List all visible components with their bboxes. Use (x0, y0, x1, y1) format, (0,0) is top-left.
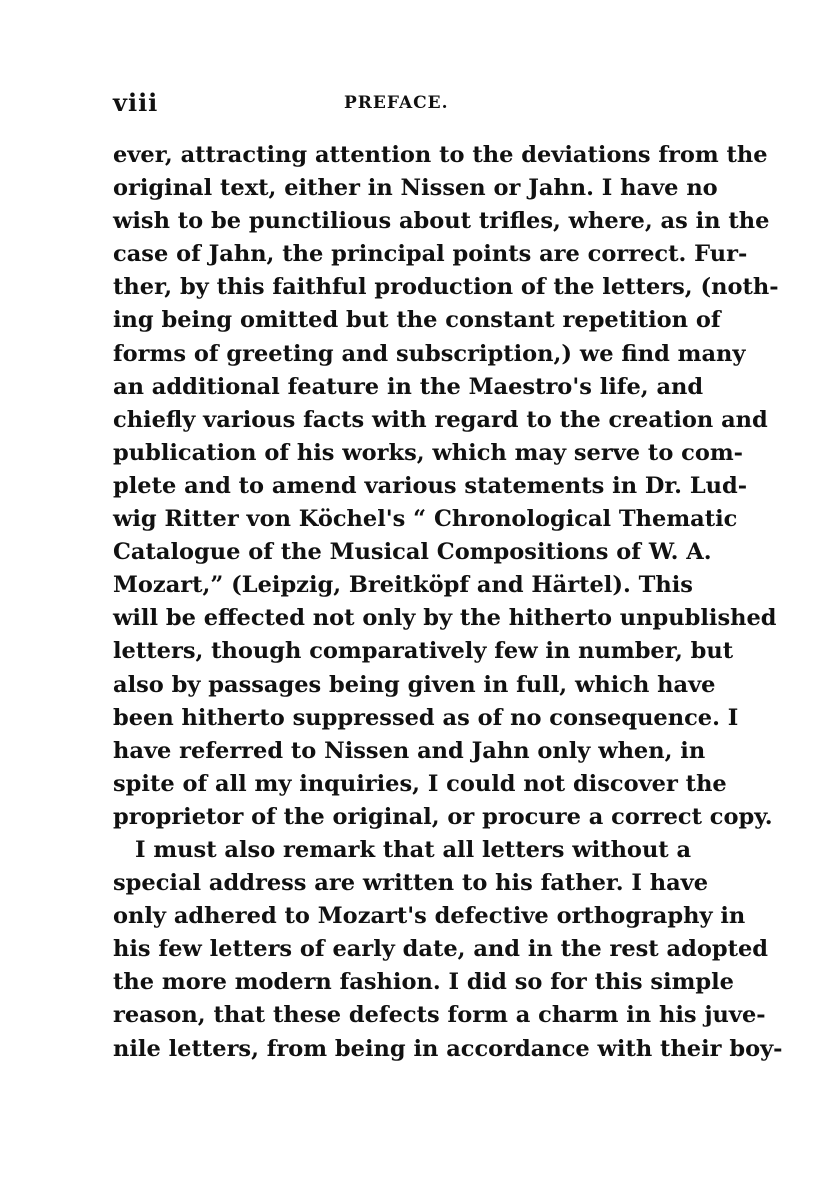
text-line: have referred to Nissen and Jahn only when, in (113, 737, 706, 764)
running-title: PREFACE. (344, 93, 449, 113)
body-text (113, 139, 783, 1066)
text-line: original text, either in Nissen or Jahn. I have no (113, 175, 718, 202)
running-head (113, 88, 669, 118)
text-line: spite of all my inquiries, I could not discover the (113, 770, 727, 797)
text-line: reason, that these defects form a charm in his juve- (113, 1002, 766, 1029)
text-line: the more modern fashion. I did so for this simple (113, 969, 734, 996)
text-line: an additional feature in the Maestro's life, and (113, 373, 704, 400)
page-number: viii (113, 88, 159, 117)
text-line: only adhered to Mozart's defective orthography in (113, 903, 746, 930)
text-line: wig Ritter von Köchel's “ Chronological Thematic (113, 506, 738, 533)
text-line: Mozart,” (Leipzig, Breitköpf and Härtel). This (113, 572, 693, 599)
text-line: ever, attracting attention to the deviations from the (113, 142, 768, 168)
text-line: forms of greeting and subscription,) we find many (113, 340, 746, 367)
paragraph-start-line: I must also remark that all letters without a (135, 836, 692, 863)
text-line: also by passages being given in full, which have (113, 671, 716, 698)
text-line: chiefly various facts with regard to the creation and (113, 406, 768, 433)
text-line: proprietor of the original, or procure a correct copy. (113, 803, 773, 830)
text-line: will be effected not only by the hitherto unpublished (113, 605, 777, 632)
text-line: special address are written to his father. I have (113, 870, 709, 897)
text-line: wish to be punctilious about trifles, where, as in the (113, 208, 770, 235)
text-line: plete and to amend various statements in Dr. Lud- (113, 472, 748, 499)
text-line: Catalogue of the Musical Compositions of W. A. (113, 539, 712, 566)
text-line: letters, though comparatively few in number, but (113, 638, 734, 665)
text-line: been hitherto suppressed as of no consequence. I (113, 704, 739, 731)
text-line: his few letters of early date, and in the rest adopted (113, 936, 769, 963)
text-line: nile letters, from being in accordance with their boy- (113, 1035, 783, 1062)
text-line: case of Jahn, the principal points are correct. Fur- (113, 241, 748, 268)
text-line: publication of his works, which may serve to com- (113, 439, 744, 466)
text-line: ther, by this faithful production of the letters, (noth- (113, 274, 779, 301)
text-line: ing being omitted but the constant repetition of (113, 307, 721, 334)
